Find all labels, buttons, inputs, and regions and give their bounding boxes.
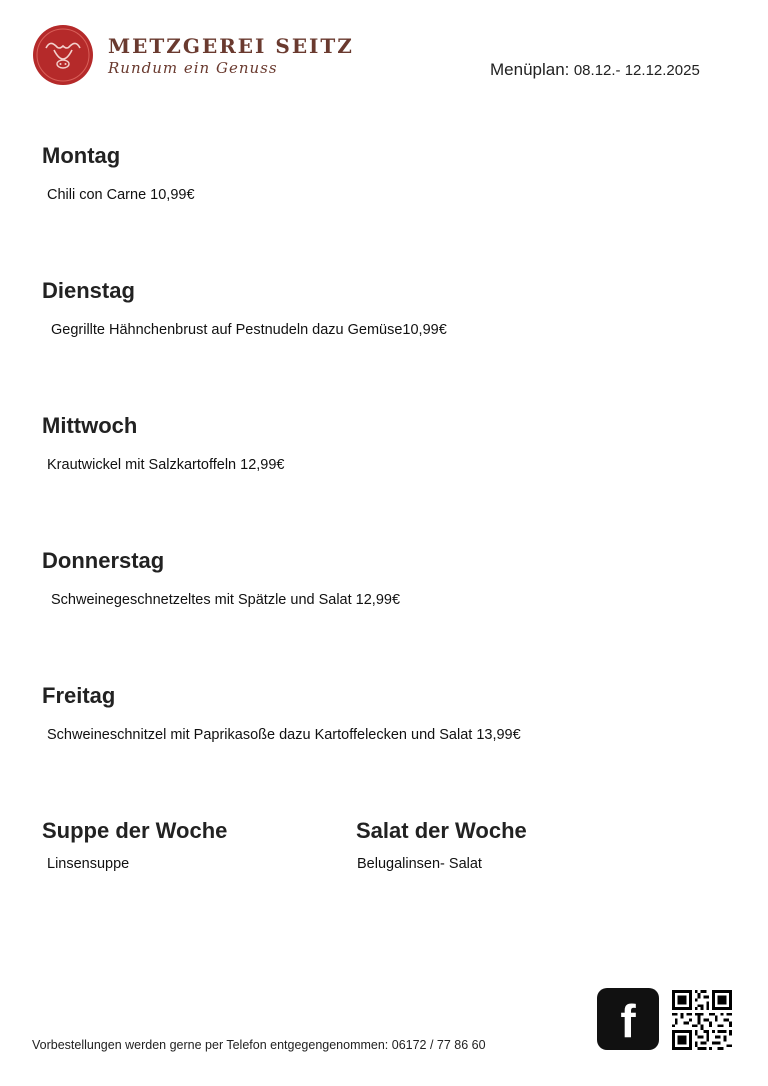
day-section-wednesday bbox=[42, 413, 732, 473]
preorder-note: Vorbestellungen werden gerne per Telefon entgegengenommen: 06172 / 77 86 60 bbox=[32, 1038, 486, 1052]
day-dish: Krautwickel mit Salzkartoffeln 12,99€ bbox=[47, 457, 285, 473]
salad-dish: Belugalinsen- Salat bbox=[357, 856, 482, 872]
menu-period-dates: 08.12.- 12.12.2025 bbox=[573, 62, 700, 79]
day-title: Dienstag bbox=[42, 278, 135, 303]
day-dish: Schweinegeschnetzeltes mit Spätzle und Salat 12,99€ bbox=[51, 592, 401, 608]
day-dish: Gegrillte Hähnchenbrust auf Pestnudeln dazu Gemüse10,99€ bbox=[51, 322, 447, 338]
day-title: Freitag bbox=[42, 683, 116, 708]
brand-tagline: Rundum ein Genuss bbox=[108, 59, 278, 77]
day-title: Montag bbox=[42, 143, 121, 168]
day-section-friday bbox=[42, 683, 732, 743]
qr-code-icon[interactable] bbox=[672, 990, 732, 1050]
day-section-monday bbox=[42, 143, 732, 203]
brand-name: METZGEREI SEITZ bbox=[108, 34, 354, 58]
day-dish: Schweineschnitzel mit Paprikasoße dazu Kartoffelecken und Salat 13,99€ bbox=[47, 727, 521, 743]
facebook-glyph: f bbox=[620, 995, 636, 1047]
day-dish: Chili con Carne 10,99€ bbox=[47, 187, 195, 203]
day-title: Donnerstag bbox=[42, 548, 165, 573]
day-section-tuesday bbox=[42, 278, 732, 338]
day-title: Mittwoch bbox=[42, 413, 138, 438]
facebook-icon[interactable] bbox=[597, 988, 659, 1050]
metzgerei-seal-logo-icon bbox=[32, 24, 94, 86]
menu-period bbox=[490, 60, 700, 80]
day-section-thursday bbox=[42, 548, 732, 608]
soup-of-the-week bbox=[42, 818, 342, 872]
salad-of-the-week bbox=[356, 818, 726, 872]
salad-title: Salat der Woche bbox=[356, 818, 527, 843]
soup-title: Suppe der Woche bbox=[42, 818, 228, 843]
menu-period-label: Menüplan: bbox=[490, 60, 570, 79]
soup-dish: Linsensuppe bbox=[47, 856, 130, 872]
